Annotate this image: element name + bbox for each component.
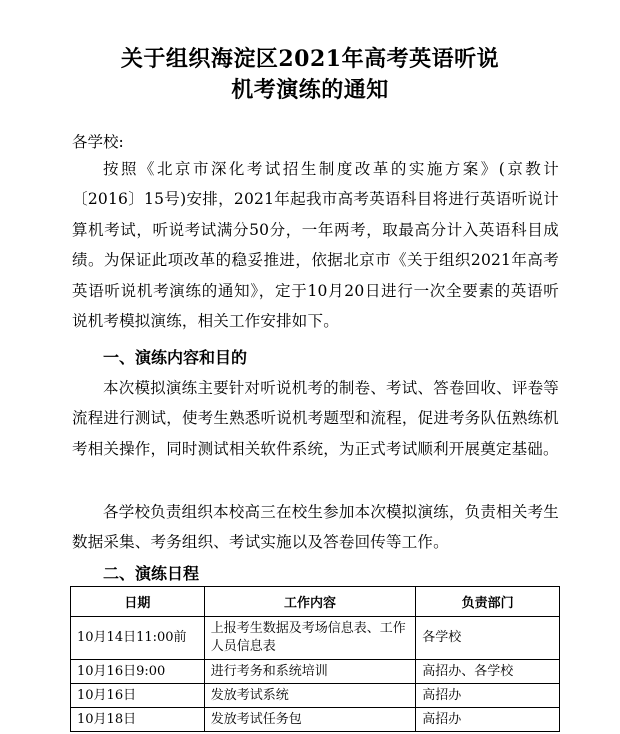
purpose-paragraph: 本次模拟演练主要针对听说机考的制卷、考试、答卷回收、评卷等流程进行测试，使考生熟悉听说机考题型和流程，促进考务队伍熟练机考相关操作，同时测试相关软件系统，为正式考试顺利开展奠定基础。 bbox=[72, 379, 559, 458]
salutation: 各学校: bbox=[72, 133, 124, 151]
cell-task: 进行考务和系统培训 bbox=[204, 660, 416, 684]
cell-dept: 高招办、各学校 bbox=[416, 660, 560, 684]
cell-task: 上报考生数据及考场信息表、工作人员信息表 bbox=[204, 617, 416, 660]
document-title-line-2: 机考演练的通知 bbox=[231, 77, 389, 103]
intro-paragraph: 按照《北京市深化考试招生制度改革的实施方案》(京教计〔2016〕15号)安排，2021年起我市高考英语科目将进行英语听说计算机考试，听说考试满分50分，一年两考，取最高分计入英语科目成绩。为保证此项改革的稳妥推进，依据北京市《关于组织2021年高考英语听说机考演练的通知》，定于10月20日进行一次全要素的英语听说机考模拟演练，相关工作安排如下。 bbox=[72, 160, 559, 331]
table-row bbox=[71, 708, 560, 732]
cell-task: 发放考试任务包 bbox=[204, 708, 416, 732]
cell-date: 10月16日 bbox=[71, 684, 205, 708]
header-task: 工作内容 bbox=[204, 587, 416, 617]
table-row bbox=[71, 617, 560, 660]
table-row bbox=[71, 684, 560, 708]
cell-date: 10月16日9:00 bbox=[71, 660, 205, 684]
schedule-table bbox=[70, 586, 560, 732]
responsibility-paragraph: 各学校负责组织本校高三在校生参加本次模拟演练，负责相关考生数据采集、考务组织、考试实施以及答卷回传等工作。 bbox=[72, 503, 559, 552]
cell-dept: 高招办 bbox=[416, 708, 560, 732]
table-row bbox=[71, 660, 560, 684]
cell-date: 10月14日11:00前 bbox=[71, 617, 205, 660]
cell-dept: 各学校 bbox=[416, 617, 560, 660]
document-title-line-1: 关于组织海淀区2021年高考英语听说 bbox=[120, 46, 500, 72]
header-date: 日期 bbox=[71, 587, 205, 617]
section-heading-purpose: 一、演练内容和目的 bbox=[103, 348, 248, 367]
section-heading-schedule: 二、演练日程 bbox=[103, 564, 200, 583]
cell-date: 10月18日 bbox=[71, 708, 205, 732]
cell-dept: 高招办 bbox=[416, 684, 560, 708]
cell-task: 发放考试系统 bbox=[204, 684, 416, 708]
header-dept: 负责部门 bbox=[416, 587, 560, 617]
table-header-row bbox=[71, 587, 560, 617]
